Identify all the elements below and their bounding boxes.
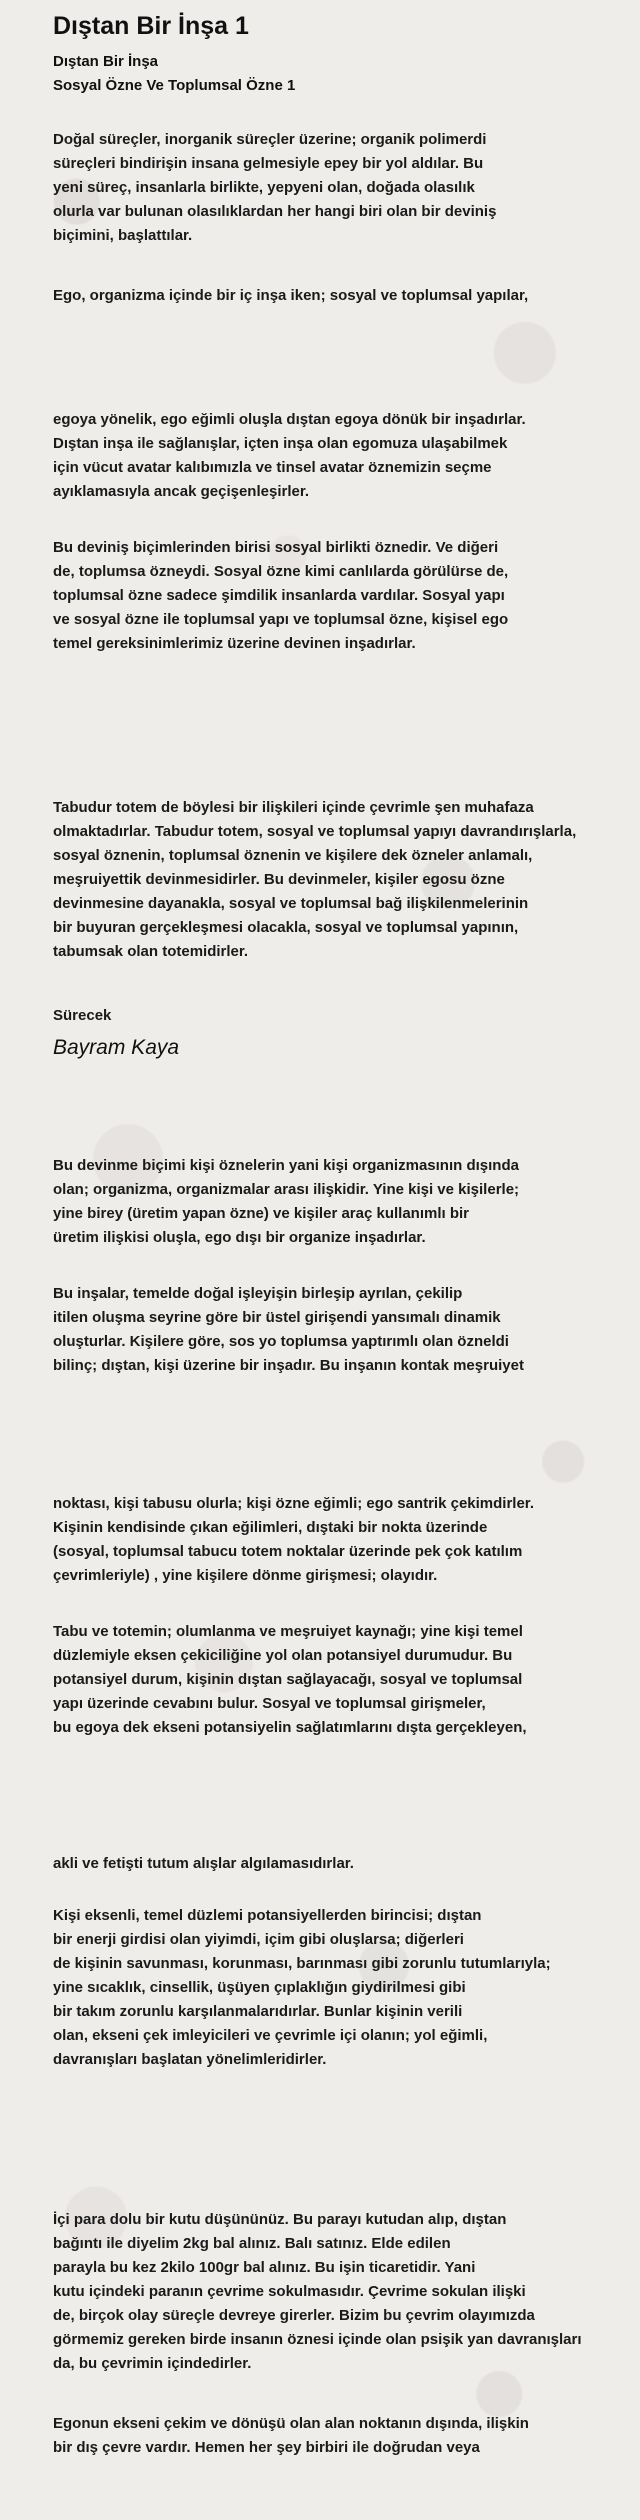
paragraph-4: Bu deviniş biçimlerinden birisi sosyal birlikti öznedir. Ve diğeri de, toplumsa özneydi. Sosyal özne kimi canlılarda görülürse de, toplumsal özne sadece şimdilik insanlarda vardılar. Sosyal yapı ve sosyal özne ile toplumsal yapı ve toplumsal özne, kişisel ego temel gereksinimlerimiz üzerine devinen inşadırlar. [53,539,509,652]
paragraph-1: Doğal süreçler, inorganik süreçler üzerine; organik polimerdi süreçleri bindirişin insana gelmesiyle epey bir yol aldılar. Bu yeni süreç, insanlarla birlikte, yepyeni olan, doğada olasılık olurla var bulunan olasılıklardan her hangi biri olan bir deviniş biçimini, başlattılar. [53,131,497,244]
paragraph-5: Tabudur totem de böylesi bir ilişkileri içinde çevrimle şen muhafaza olmaktadırlar. Tabudur totem, sosyal ve toplumsal yapıyı davrandırışlarla, sosyal öznenin, toplumsal öznenin ve kişilere dek özneler anlamalı, meşruiyettik devinmesidirler. Bu devinmeler, kişiler egosu özne devinmesine dayanakla, sosyal ve toplumsal bağ ilişkilenmelerinin bir buyuran gerçekleşmesi olacakla, sosyal ve toplumsal yapının, tabumsak olan totemidirler. [53,799,577,960]
paragraph-12: İçi para dolu bir kutu düşününüz. Bu parayı kutudan alıp, dıştan bağıntı ile diyelim 2kg bal alınız. Balı satınız. Elde edilen parayla bu kez 2kilo 100gr bal alınız. Bu işin ticaretidir. Yani kutu içindeki paranın çevrime sokulmasıdır. Çevrime sokulan ilişki de, birçok olay süreçle devreye girerler. Bizim bu çevrim olayımızda görmemiz gereken birde insanın öznesi içinde olan psişik yan davranışları da, bu çevrimin içindedirler. [53,2211,582,2372]
paragraph-7: Bu inşalar, temelde doğal işleyişin birleşip ayrılan, çekilip itilen oluşma seyrine göre bir üstel girişendi yansımalı dinamik oluşturlar. Kişilere göre, sos yo toplumsa yaptırımlı olan özneldi bilinç; dıştan, kişi üzerine bir inşadır. Bu inşanın kontak meşruiyet [53,1285,524,1374]
paragraph-9: Tabu ve totemin; olumlanma ve meşruiyet kaynağı; yine kişi temel düzlemiyle eksen çekiciliğine yol olan potansiyel durumudur. Bu potansiyel durum, kişinin dıştan sağlayacağı, sosyal ve toplumsal yapı üzerinde cevabını bulur. Sosyal ve toplumsal girişmeler, bu egoya dek ekseni potansiyelin sağlatımlarını dışta gerçekleyen, [53,1623,527,1736]
paragraph-6: Bu devinme biçimi kişi öznelerin yani kişi organizmasının dışında olan; organizma, organizmalar arası ilişkidir. Yine kişi ve kişilerle; yine birey (üretim yapan özne) ve kişiler araç kullanımlı bir üretim ilişkisi oluşla, ego dışı bir organize inşadırlar. [53,1157,520,1246]
paragraph-8: noktası, kişi tabusu olurla; kişi özne eğimli; ego santrik çekimdirler. Kişinin kendisinde çıkan eğilimleri, dıştaki bir nokta üzerinde (sosyal, toplumsal tabucu totem noktalar üzerinde pek çok katılım çevrimleriyle) , yine kişilere dönme girişmesi; olayıdır. [53,1495,534,1584]
author-signature: Bayram Kaya [53,1036,180,1059]
paragraph-2: Ego, organizma içinde bir iç inşa iken; sosyal ve toplumsal yapılar, [53,287,529,304]
subtitle-secondary: Sosyal Özne Ve Toplumsal Özne 1 [53,77,296,94]
paragraph-10: akli ve fetişti tutum alışlar algılamasıdırlar. [53,1855,354,1872]
paragraph-3: egoya yönelik, ego eğimli oluşla dıştan egoya dönük bir inşadırlar. Dıştan inşa ile sağlanışlar, içten inşa olan egomuza ulaşabilmek için vücut avatar kalıbımızla ve tinsel avatar öznemizin seçme ayıklamasıyla ancak geçişenleşirler. [53,411,526,500]
page-title: Dıştan Bir İnşa 1 [53,12,249,40]
continue-note: Sürecek [53,1007,112,1024]
paragraph-13: Egonun ekseni çekim ve dönüşü olan alan noktanın dışında, ilişkin bir dış çevre vardır. Hemen her şey birbiri ile doğrudan veya [53,2415,529,2456]
subtitle-main: Dıştan Bir İnşa [53,53,159,70]
paragraph-11: Kişi eksenli, temel düzlemi potansiyellerden birincisi; dıştan bir enerji girdisi olan yiyimdi, içim gibi oluşlarsa; diğerleri de kişinin savunması, korunması, barınması gibi zorunlu tutumlarıyla; yine sıcaklık, cinsellik, üşüyen çıplaklığın giydirilmesi gibi bir takım zorunlu karşılanmalarıdırlar. Bunlar kişinin verili olan, ekseni çek imleyicileri ve çevrimle içi olanın; yol eğimli, davranışları başlatan yönelimleridirler. [53,1907,551,2068]
